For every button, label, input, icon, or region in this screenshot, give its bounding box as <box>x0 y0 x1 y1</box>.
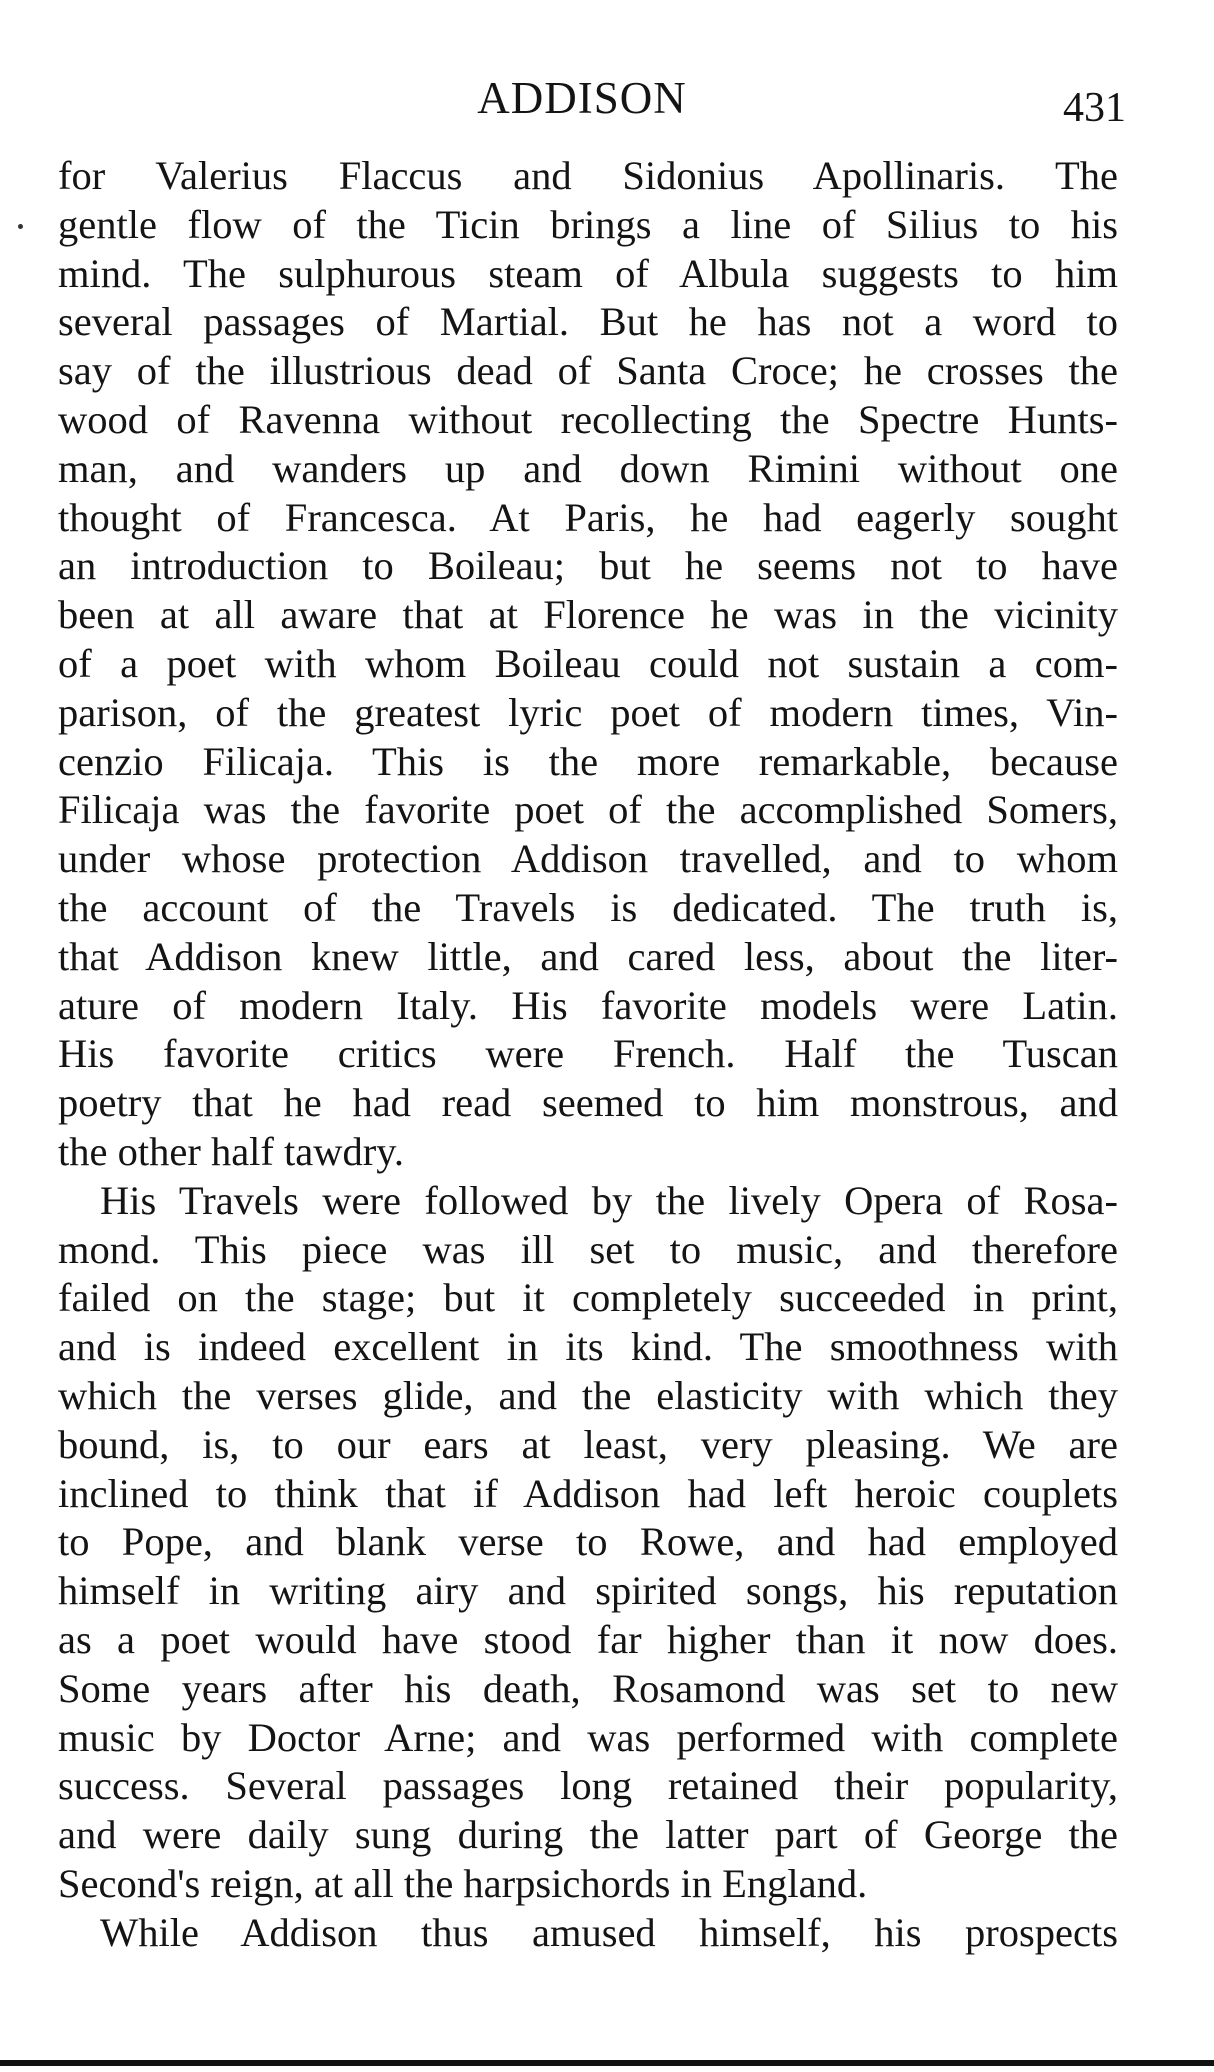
body-text <box>58 152 1118 1957</box>
text-line: inclined to think that if Addison had left heroic couplets <box>58 1470 1118 1516</box>
text-line: under whose protection Addison travelled, and to whom <box>58 836 1118 882</box>
text-line: as a poet would have stood far higher than it now does. <box>58 1616 1118 1662</box>
text-line: mond. This piece was ill set to music, and therefore <box>58 1226 1118 1272</box>
text-line: mind. The sulphurous steam of Albula suggests to him <box>58 250 1118 296</box>
text-line: ature of modern Italy. His favorite models were Latin. <box>58 982 1118 1028</box>
margin-dot <box>18 224 23 229</box>
text-line: and is indeed excellent in its kind. The smoothness with <box>58 1324 1118 1370</box>
text-line: been at all aware that at Florence he was in the vicinity <box>58 592 1118 638</box>
text-line: and were daily sung during the latter part of George the <box>58 1812 1118 1858</box>
text-line: poetry that he had read seemed to him monstrous, and <box>58 1080 1118 1126</box>
text-line: His favorite critics were French. Half the Tuscan <box>58 1031 1118 1077</box>
text-line: gentle flow of the Ticin brings a line of Silius to his <box>58 201 1118 247</box>
text-line: cenzio Filicaja. This is the more remarkable, because <box>58 738 1118 784</box>
text-line: the account of the Travels is dedicated. The truth is, <box>58 884 1118 930</box>
text-line: to Pope, and blank verse to Rowe, and had employed <box>58 1519 1118 1565</box>
paragraph-start-line: While Addison thus amused himself, his prospects <box>100 1909 1118 1955</box>
text-line: parison, of the greatest lyric poet of modern times, Vin- <box>58 689 1118 735</box>
text-line: man, and wanders up and down Rimini without one <box>58 445 1118 491</box>
text-line: wood of Ravenna without recollecting the Spectre Hunts- <box>58 396 1118 442</box>
text-line: himself in writing airy and spirited songs, his reputation <box>58 1568 1118 1614</box>
text-line: failed on the stage; but it completely succeeded in print, <box>58 1275 1118 1321</box>
paragraph-start-line: His Travels were followed by the lively Opera of Rosa- <box>100 1177 1118 1223</box>
running-title: ADDISON <box>477 73 687 123</box>
text-line: Some years after his death, Rosamond was set to new <box>58 1665 1118 1711</box>
text-line: thought of Francesca. At Paris, he had eagerly sought <box>58 494 1118 540</box>
bottom-rule <box>0 2060 1214 2066</box>
text-line: say of the illustrious dead of Santa Croce; he crosses the <box>58 348 1118 394</box>
page-number: 431 <box>1063 85 1126 131</box>
text-line: which the verses glide, and the elasticity with which they <box>58 1372 1118 1418</box>
paragraph-end-line: Second's reign, at all the harpsichords in England. <box>58 1860 868 1906</box>
running-header <box>0 70 1214 130</box>
text-line: success. Several passages long retained their popularity, <box>58 1763 1118 1809</box>
text-line: several passages of Martial. But he has not a word to <box>58 299 1118 345</box>
text-line: for Valerius Flaccus and Sidonius Apollinaris. The <box>58 153 1118 198</box>
text-line: music by Doctor Arne; and was performed with complete <box>58 1714 1118 1760</box>
paragraph-end-line: the other half tawdry. <box>58 1128 404 1174</box>
text-line: of a poet with whom Boileau could not sustain a com- <box>58 640 1118 686</box>
text-line: that Addison knew little, and cared less, about the liter- <box>58 933 1118 979</box>
text-line: an introduction to Boileau; but he seems not to have <box>58 543 1118 589</box>
text-line: bound, is, to our ears at least, very pleasing. We are <box>58 1421 1118 1467</box>
text-line: Filicaja was the favorite poet of the accomplished Somers, <box>58 787 1118 833</box>
